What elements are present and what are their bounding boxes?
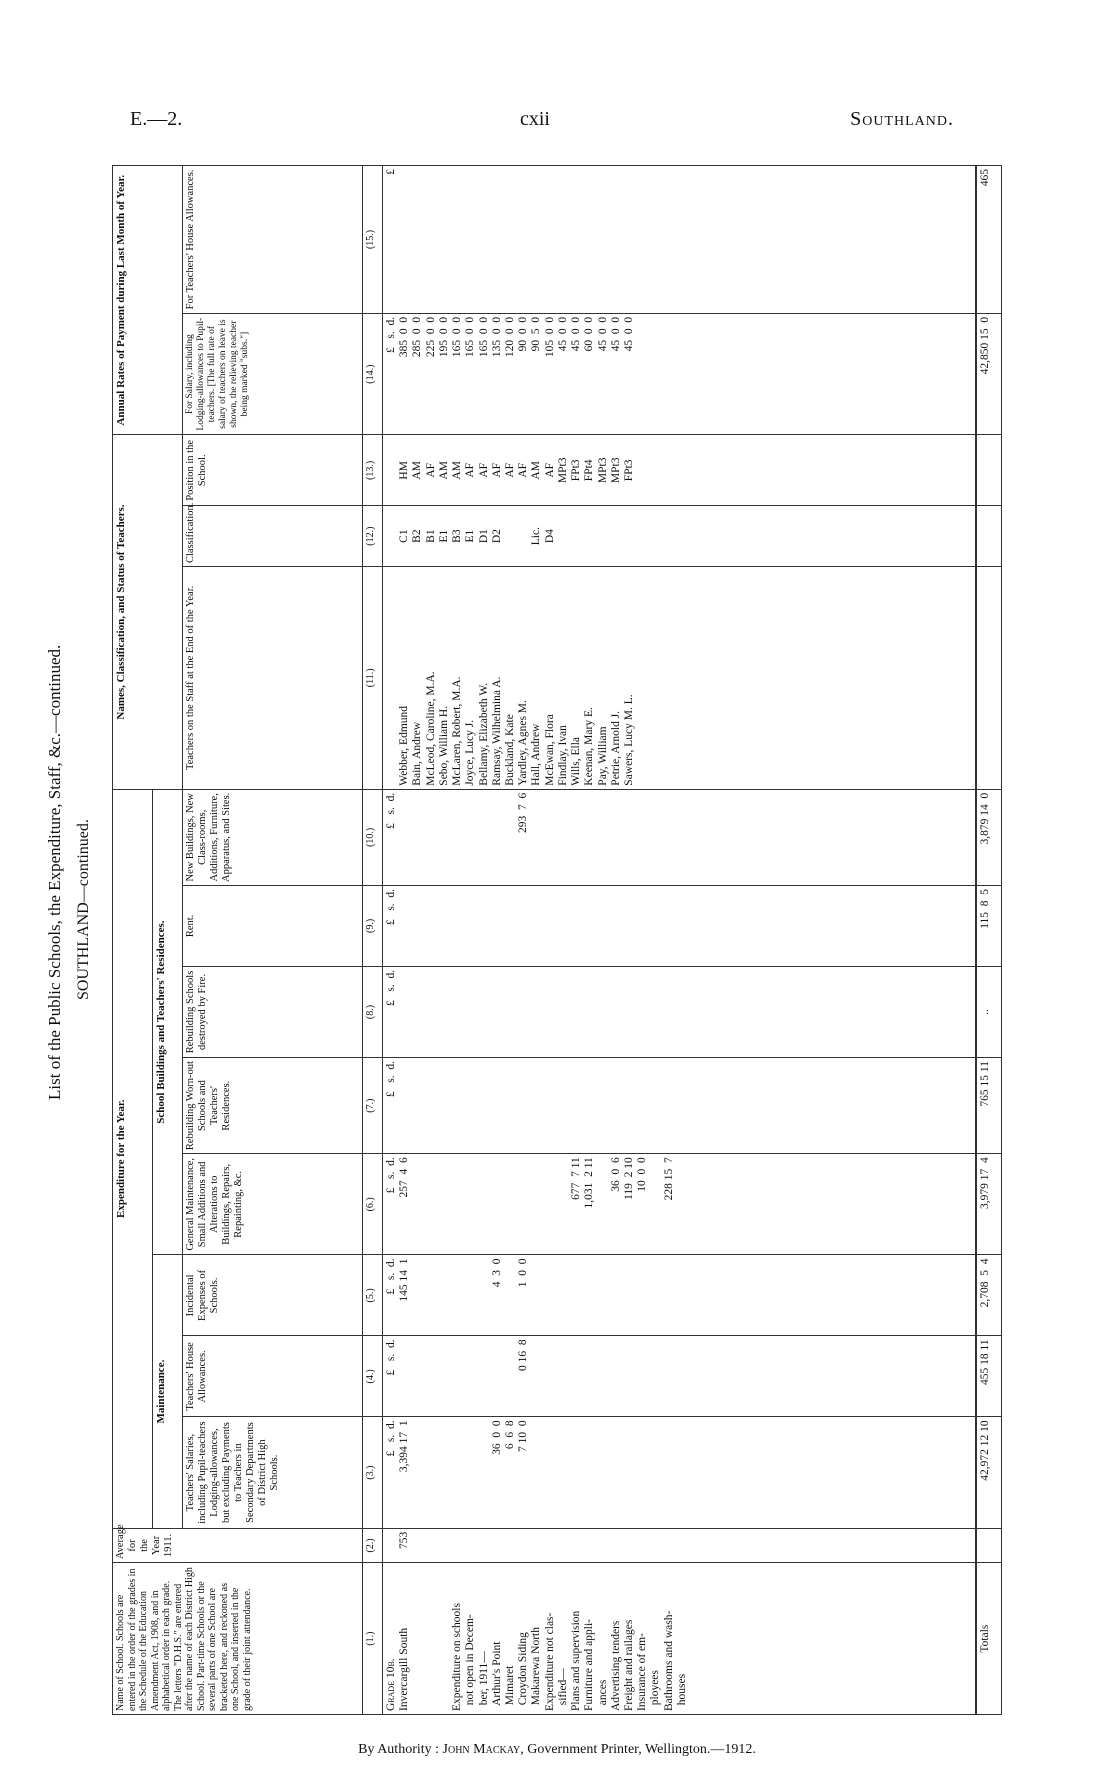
page-number: cxii [520, 108, 550, 130]
totals-salaries: 42,972 12 10 [976, 1417, 1002, 1528]
colnum-2: (2.) [363, 1528, 383, 1562]
rate-salaries [383, 313, 976, 434]
header-salaries: Teachers' Salaries, including Pupil-teachers Lodging-allowances, but excluding Payments to Teachers in Secondary Departments of District High Schools. [183, 1417, 363, 1528]
totals-label: Totals [976, 1563, 1002, 1715]
misc-incidental: 4 3 0 1 0 0 [490, 1258, 530, 1288]
totals-fire: .. [976, 966, 1002, 1057]
pound-unit: £ [385, 169, 397, 175]
money-unit: £ s. d. [385, 1420, 397, 1457]
header-average: Average for the Year 1911. [113, 1528, 363, 1562]
colnum-1: (1.) [363, 1563, 383, 1715]
page-reference: E.—2. [130, 108, 183, 130]
rebuild-cell [383, 1058, 976, 1154]
schools-table [112, 165, 1002, 1715]
school-cell [383, 1563, 976, 1715]
totals-rent: 115 8 5 [976, 885, 1002, 966]
header-school-name: Name of School. Schools are entered in the order of the grades in the Schedule of the Education Amendment Act, 1908, and in alphabetical order in each grade. The letters "D.H.S." are entered after the name of each District High School. Part-time Schools or the several parts of one School are bracketed here, and reckoned as one School, and inserted in the grade of their joint attendance. [113, 1563, 363, 1715]
colnum-12: (12.) [363, 506, 383, 567]
teacher-positions-list: HM AM AF AM AM AF AF AF AF AF AM AF MPt3 FPt3 FPt4 MPt3 MPt3 FPt3 [398, 457, 635, 484]
colnum-5: (5.) [363, 1255, 383, 1336]
totals-new: 3,879 14 0 [976, 789, 1002, 885]
average-cell [383, 1528, 976, 1562]
grade-label: Grade 10b. [385, 1658, 397, 1711]
header-fire: Rebuilding Schools destroyed by Fire. [183, 966, 363, 1057]
totals-house: 455 18 11 [976, 1336, 1002, 1417]
teacher-classes [383, 506, 976, 567]
colnum-6: (6.) [363, 1154, 383, 1255]
school-incidental: 145 14 1 [398, 1258, 411, 1302]
misc-new-buildings: 293 7 6 [517, 792, 530, 833]
totals-empty-12 [976, 506, 1002, 567]
header-general-maintenance: General Maintenance, Small Additions and Alterations to Buildings, Repairs, Repainting, &c. [183, 1154, 363, 1255]
header-rate-salary: For Salary, including Lodging-allowances to Pupil-teachers. [The full rate of salary of teachers on leave is shown, the relieving teacher being marked "subs."] [183, 313, 363, 434]
footer-printer: John Mackay [442, 1742, 521, 1757]
school-maintenance: 257 4 6 [398, 1157, 411, 1198]
totals-empty-11 [976, 567, 1002, 790]
teacher-names [383, 567, 976, 790]
misc-labels: Expenditure on schools not open in Decem- ber, 1911— Arthur's Point Mimaret Croydon Siding Makarewa North Expenditure not clas- sified— Plans and supervision Furniture and appli- ances Advertising tenders Freight and railages Insurance of em- ployees Bathrooms and wash- houses [451, 1603, 688, 1711]
colnum-11: (11.) [363, 567, 383, 790]
misc-maintenance: 677 7 11 1,031 2 11 36 0 6 119 2 10 10 0 0 228 15 7 [570, 1157, 675, 1209]
colnum-15: (15.) [363, 166, 383, 314]
totals-rebuild: 765 15 11 [976, 1058, 1002, 1154]
printer-footer [0, 1742, 1114, 1758]
group-maintenance: Maintenance. [153, 1255, 183, 1528]
colnum-3: (3.) [363, 1417, 383, 1528]
group-staff: Names, Classification, and Status of Teachers. [113, 435, 183, 789]
school-salaries: 3,394 17 1 [398, 1420, 411, 1473]
teacher-classes-list: C1 B2 B1 E1 B3 E1 D1 D2 Lic. D4 [398, 527, 556, 546]
group-rates: Annual Rates of Payment during Last Month of Year. [113, 166, 183, 435]
footer-prefix: By Authority : [358, 1742, 440, 1757]
header-position: Position in the School. [183, 435, 363, 506]
incidental-cell [383, 1255, 976, 1336]
header-incidental: Incidental Expenses of Schools. [183, 1255, 363, 1336]
rate-salaries-list: 385 0 0 285 0 0 225 0 0 195 0 0 165 0 0 165 0 0 165 0 0 135 0 0 120 0 0 90 0 0 90 5 0 105 0 0 45 0 0 45 0 0 60 0 0 45 0 0 45 0 0 45 0 0 [398, 316, 635, 358]
house-cell [383, 1336, 976, 1417]
money-unit: £ s. d. [385, 969, 397, 1007]
school-average: 753 [398, 1531, 411, 1549]
header-rebuilding: Rebuilding Worn-out Schools and Teachers' Residences. [183, 1058, 363, 1154]
salaries-cell [383, 1417, 976, 1528]
footer-suffix: , Government Printer, Wellington.—1912. [520, 1742, 756, 1757]
totals-maintenance: 3,979 17 4 [976, 1154, 1002, 1255]
money-unit: £ s. d. [385, 888, 397, 926]
rate-house [383, 166, 976, 314]
district-header: Southland. [850, 108, 954, 130]
header-rent: Rent. [183, 885, 363, 966]
header-new-buildings: New Buildings, New Class-rooms, Additions, Furniture, Apparatus, and Sites. [183, 789, 363, 885]
header-teachers: Teachers on the Staff at the End of the Year. [183, 567, 363, 790]
group-expenditure: Expenditure for the Year. [113, 789, 153, 1528]
school-name: Invercargill South [398, 1627, 411, 1711]
table-subtitle: SOUTHLAND—continued. [75, 819, 92, 1000]
table-title: List of the Public Schools, the Expenditure, Staff, &c.—continued. [45, 644, 64, 1100]
colnum-13: (13.) [363, 435, 383, 506]
totals-rate-salary: 42,850 15 0 [976, 313, 1002, 434]
money-unit: £ s. d. [385, 1157, 397, 1194]
rent-cell [383, 885, 976, 966]
colnum-14: (14.) [363, 313, 383, 434]
colnum-8: (8.) [363, 966, 383, 1057]
teacher-positions [383, 435, 976, 506]
money-unit: £ s. d. [385, 792, 397, 829]
teacher-names-list: Webber, Edmund Bain, Andrew McLeod, Caroline, M.A. Sebo, William H. McLaren, Robert, M.A. Joyce, Lucy J. Bellamy, Elizabeth W. Ramsay, Wilhelmina A. Buckland, Kate Yardley, Agnes M. Hall, Andrew McEwan, Flora Findlay, Ivan Wills, Ella Keenan, Mary E. Pay, William Petrie, Arnold J. Sawers, Lucy M. L. [398, 671, 635, 786]
fire-cell [383, 966, 976, 1057]
totals-rate-house: 465 [976, 166, 1002, 314]
colnum-10: (10.) [363, 789, 383, 885]
misc-salaries: 36 0 0 6 6 8 7 10 0 [490, 1420, 530, 1455]
totals-incidental: 2,708 5 4 [976, 1255, 1002, 1336]
header-house-allowances: Teachers' House Allowances. [183, 1336, 363, 1417]
totals-average [976, 1528, 1002, 1562]
new-buildings-cell [383, 789, 976, 885]
maintenance-cell [383, 1154, 976, 1255]
money-unit: £ s. d. [385, 1258, 397, 1295]
header-classification: Classification. [183, 506, 363, 567]
colnum-7: (7.) [363, 1058, 383, 1154]
money-unit: £ s. d. [385, 316, 397, 354]
rotated-table-container [112, 165, 1002, 1715]
money-unit: £ s. d. [385, 1339, 397, 1376]
money-unit: £ s. d. [385, 1061, 397, 1098]
colnum-9: (9.) [363, 885, 383, 966]
group-buildings: School Buildings and Teachers' Residences. [153, 789, 183, 1255]
totals-empty-13 [976, 435, 1002, 506]
misc-house: 0 16 8 [517, 1339, 530, 1372]
colnum-4: (4.) [363, 1336, 383, 1417]
header-rate-house: For Teachers' House Allowances. [183, 166, 363, 314]
